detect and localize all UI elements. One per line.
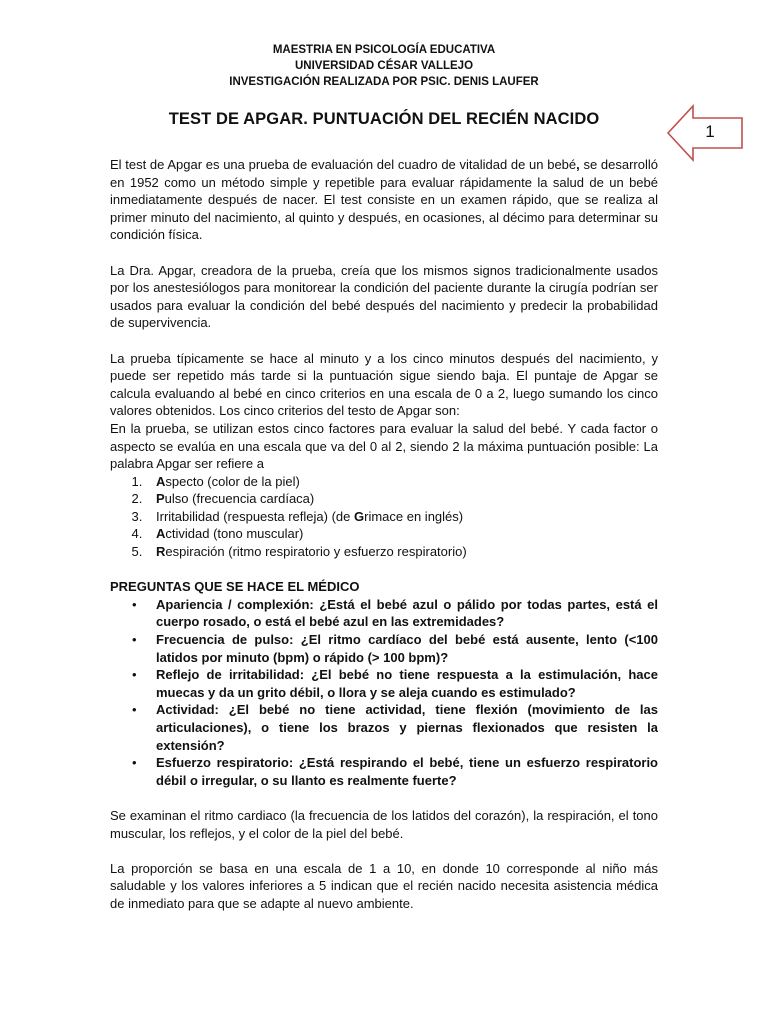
criteria-initial: R	[156, 544, 166, 560]
header-author: INVESTIGACIÓN REALIZADA POR PSIC. DENIS LAUFER	[229, 76, 539, 88]
paragraph-procedure: La prueba típicamente se hace al minuto y a los cinco minutos después del nacimiento, y puede ser repetido más tarde si la puntuación sigue siendo baja. El puntaje de Apgar se calcula evaluando al bebé en cinco criterios en una escala de 0 a 2, luego sumando los cinco valores obtenidos. Los cinco criterios del testo de Apgar son:	[110, 350, 658, 419]
criteria-text: Irritabilidad (respuesta refleja) (de	[156, 508, 354, 524]
spacer	[110, 561, 658, 579]
criteria-text: rimace en inglés)	[364, 508, 464, 524]
question-label: Esfuerzo respiratorio:	[156, 755, 294, 771]
list-item	[156, 596, 658, 631]
paragraph-intro-text-a: El test de Apgar es una prueba de evaluación del cuadro de vitalidad de un bebé	[110, 157, 577, 172]
criteria-initial: A	[156, 473, 166, 489]
criteria-text: ctividad (tono muscular)	[165, 526, 304, 542]
question-text: ¿Está el bebé azul o pálido por todas partes, está el cuerpo rosado, o está el bebé azul en las extremidades?	[156, 596, 659, 630]
paragraph-factors: En la prueba, se utilizan estos cinco factores para evaluar la salud del bebé. Y cada factor o aspecto se evalúa en una escala que va del 0 al 2, siendo 2 la máxima puntuación posible: La palabra Apgar ser refiere a	[110, 420, 658, 472]
question-text: ¿El bebé no tiene actividad, tiene flexión (movimiento de las articulaciones), o tiene los brazos y piernas flexionados que resisten la extensión?	[156, 702, 658, 753]
spacer	[110, 842, 658, 860]
spacer	[110, 789, 658, 807]
question-text: ¿El ritmo cardíaco del bebé está ausente, lento (<100 latidos por minuto (bpm) o rápido (> 100 bpm)?	[156, 632, 658, 665]
criteria-list	[110, 473, 658, 561]
page-title: TEST DE APGAR. PUNTUACIÓN DEL RECIÉN NACIDO	[168, 110, 600, 128]
criteria-text: espiración (ritmo respiratorio y esfuerzo respiratorio)	[165, 544, 467, 560]
header-university: UNIVERSIDAD CÉSAR VALLEJO	[294, 60, 474, 72]
page-number: 1	[705, 122, 715, 141]
spacer	[110, 244, 658, 262]
list-item	[156, 701, 658, 754]
question-text: ¿El bebé no tiene respuesta a la estimulación, hace muecas y da un grito débil, o llora y se aleja cuando es estimulado?	[156, 667, 658, 700]
paragraph-examined: Se examinan el ritmo cardiaco (la frecuencia de los latidos del corazón), la respiración, el tono muscular, los reflejos, y el color de la piel del bebé.	[110, 807, 658, 841]
paragraph-intro-text-b: se desarrolló en 1952 como un método simple y repetible para evaluar rápidamente la salud de un bebé inmediatamente después de nacer. El test consiste en un examen rápido, que se realiza al primer minuto del nacimiento, al quinto y después, en ocasiones, al décimo para determinar su condición física.	[110, 157, 658, 243]
question-label: Apariencia / complexión:	[156, 596, 314, 612]
questions-heading: PREGUNTAS QUE SE HACE EL MÉDICO	[110, 579, 360, 595]
paragraph-intro-comma: ,	[576, 157, 580, 172]
document-header	[0, 42, 768, 90]
criteria-text: ulso (frecuencia cardíaca)	[164, 491, 315, 507]
document-body	[110, 156, 658, 913]
list-item	[146, 543, 658, 561]
criteria-initial: G	[353, 508, 365, 524]
paragraph-intro	[110, 156, 658, 244]
list-item	[146, 490, 658, 508]
question-label: Frecuencia de pulso:	[156, 632, 294, 648]
list-item	[146, 508, 658, 526]
list-item	[156, 754, 658, 789]
paragraph-scale: La proporción se basa en una escala de 1 a 10, en donde 10 corresponde al niño más saludable y los valores inferiores a 5 indican que el recién nacido necesita asistencia médica de inmediato para que se adapte al nuevo ambiente.	[110, 860, 658, 911]
question-label: Actividad:	[156, 702, 219, 718]
criteria-text: specto (color de la piel)	[165, 473, 300, 489]
question-label: Reflejo de irritabilidad:	[156, 667, 305, 683]
list-item	[146, 473, 658, 491]
header-program: MAESTRIA EN PSICOLOGÍA EDUCATIVA	[272, 44, 496, 56]
list-item	[146, 525, 658, 543]
paragraph-creator: La Dra. Apgar, creadora de la prueba, creía que los mismos signos tradicionalmente usados por los anestesiólogos para monitorear la condición del paciente durante la cirugía podrían ser usados para evaluar la condición del bebé después del nacimiento y predecir la probabilidad de supervivencia.	[110, 262, 658, 331]
list-item	[156, 666, 658, 701]
spacer	[110, 332, 658, 350]
list-item	[156, 631, 658, 666]
criteria-initial: A	[156, 526, 166, 542]
question-text: ¿Está respirando el bebé, tiene un esfuerzo respiratorio débil o irregular, o su llanto es realmente fuerte?	[156, 755, 658, 788]
criteria-initial: P	[156, 491, 165, 507]
questions-list	[110, 596, 658, 790]
